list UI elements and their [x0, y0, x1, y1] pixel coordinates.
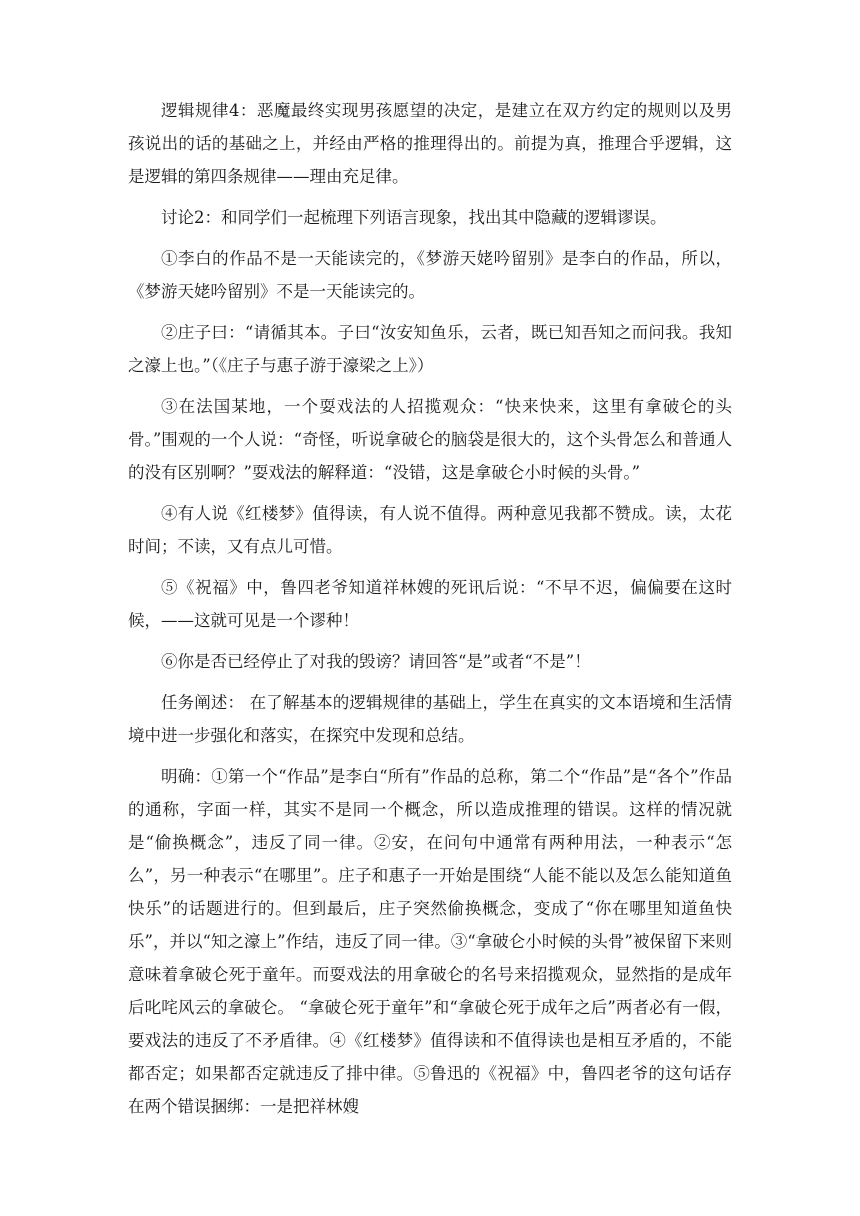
paragraph-discussion-2: 讨论2：和同学们一起梳理下列语言现象，找出其中隐藏的逻辑谬误。	[161, 208, 667, 227]
paragraph-example-1: ①李白的作品不是一天能读完的，《梦游天姥吟留别》是李白的作品，所以，《梦游天姥吟留别》不是一天能读完的。	[128, 249, 732, 301]
paragraph-example-3: ③在法国某地，一个耍戏法的人招揽观众：“快来快来，这里有拿破仑的头骨。”围观的一个人说：“奇怪，听说拿破仑的脑袋是很大的，这个头骨怎么和普通人的没有区别啊？”耍戏法的解释道：“没错，这是拿破仑小时候的头骨。”	[128, 397, 732, 482]
paragraph-example-5: ⑤《祝福》中，鲁四老爷知道祥林嫂的死讯后说：“不早不迟，偏偏要在这时候，——这就可见是一个谬种！	[128, 578, 732, 630]
paragraph-task-explanation: 任务阐述： 在了解基本的逻辑规律的基础上，学生在真实的文本语境和生活情境中进一步强化和落实，在探究中发现和总结。	[128, 693, 732, 745]
paragraph-example-2: ②庄子曰：“请循其本。子曰“汝安知鱼乐，云者，既已知吾知之而问我。我知之濠上也。”（《庄子与惠子游于濠梁之上》）	[128, 323, 732, 375]
paragraph-example-4: ④有人说《红楼梦》值得读，有人说不值得。两种意见我都不赞成。读，太花时间；不读，又有点儿可惜。	[128, 504, 732, 556]
paragraph-example-6: ⑥你是否已经停止了对我的毁谤？请回答“是”或者“不是”！	[161, 652, 591, 671]
paragraph-logic-rule-4: 逻辑规律4：恶魔最终实现男孩愿望的决定，是建立在双方约定的规则以及男孩说出的话的基础之上，并经由严格的推理得出的。前提为真，推理合乎逻辑，这是逻辑的第四条规律——理由充足律。	[128, 101, 732, 186]
paragraph-clarification: 明确：①第一个“作品”是李白“所有”作品的总称，第二个“作品”是“各个”作品的通称，字面一样，其实不是同一个概念，所以造成推理的错误。这样的情况就是“偷换概念”，违反了同一律。②安，在问句中通常有两种用法，一种表示“怎么”，另一种表示“在哪里”。庄子和惠子一开始是围绕“人能不能以及怎么能知道鱼快乐”的话题进行的。但到最后，庄子突然偷换概念，变成了“你在哪里知道鱼快乐”，并以“知之濠上”作结，违反了同一律。③“拿破仑小时候的头骨”被保留下来则意味着拿破仑死于童年。而耍戏法的用拿破仑的名号来招揽观众，显然指的是成年后叱咤风云的拿破仑。 “拿破仑死于童年”和“拿破仑死于成年之后”两者必有一假，要戏法的违反了不矛盾律。④《红楼梦》值得读和不值得读也是相互矛盾的，不能都否定；如果都否定就违反了排中律。⑤鲁迅的《祝福》中，鲁四老爷的这句话存在两个错误捆绑：一是把祥林嫂	[128, 767, 732, 1116]
document-page	[128, 94, 732, 1131]
